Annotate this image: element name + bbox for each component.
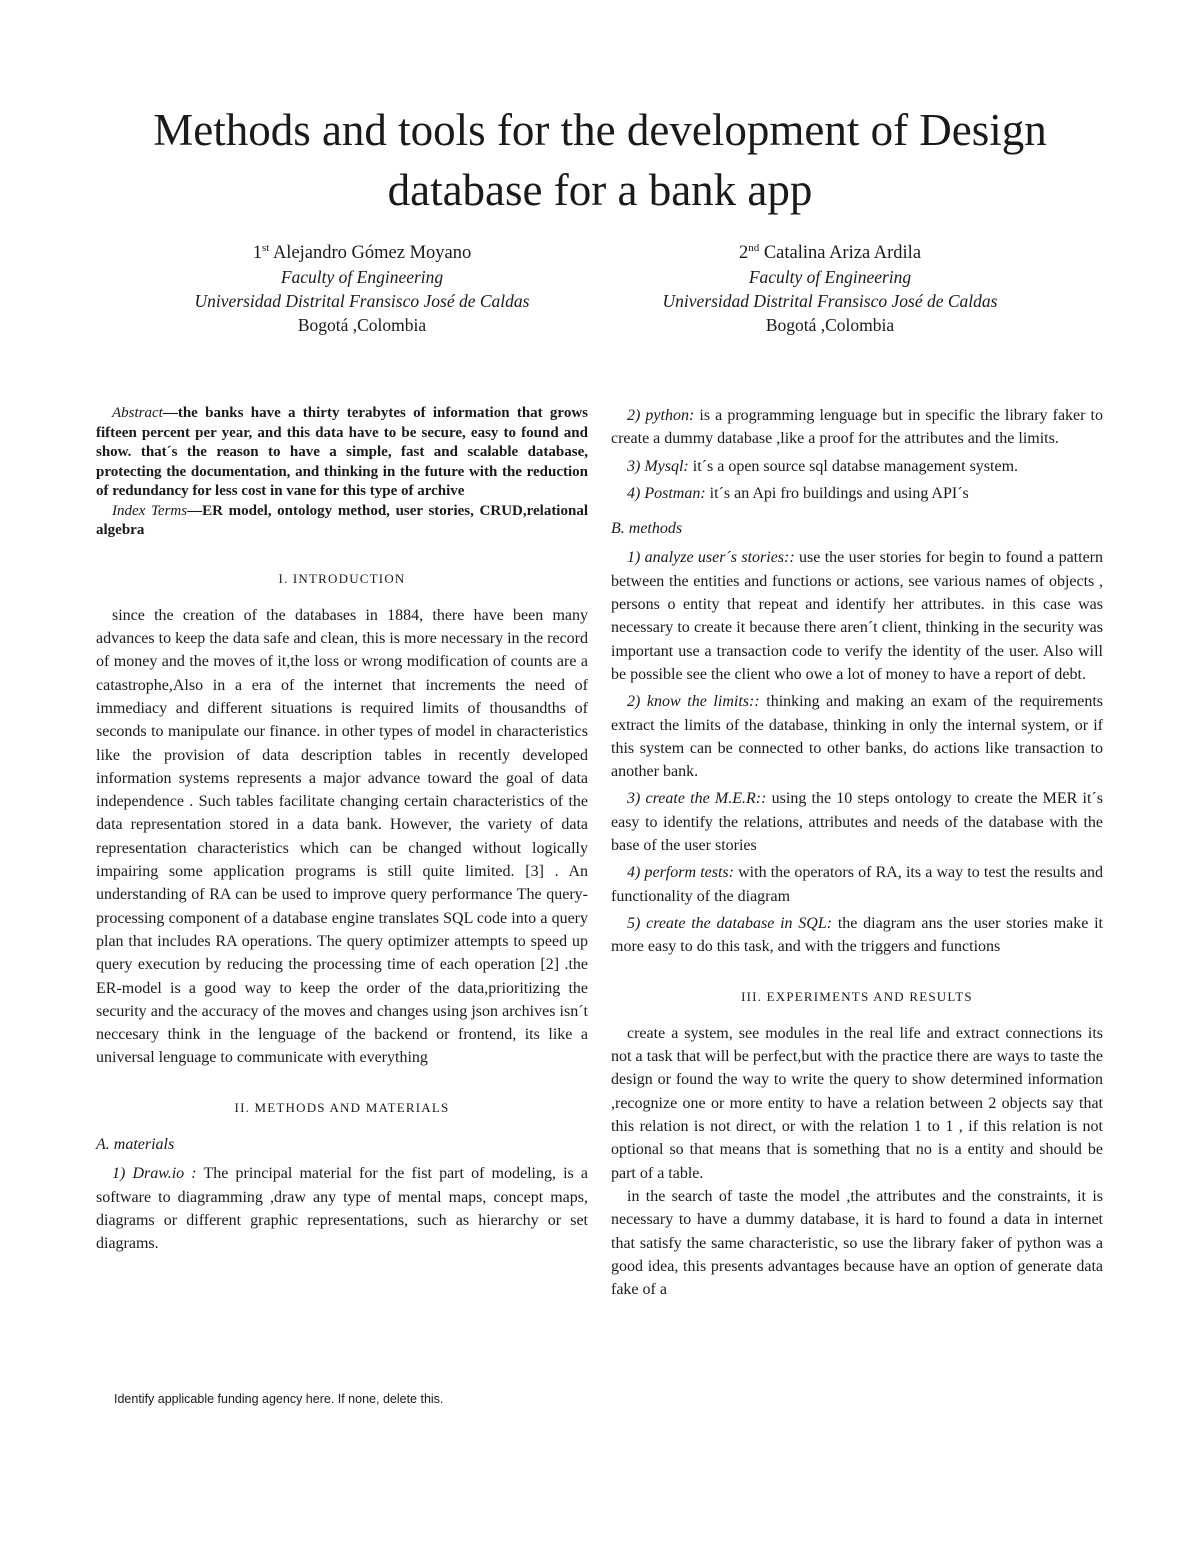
subsection-heading-methods: B. methods xyxy=(611,520,683,538)
index-terms-text: —ER model, ontology method, user stories, CRUD,relational algebra xyxy=(96,502,588,538)
section-heading-introduction: I. INTRODUCTION xyxy=(278,570,406,586)
method-item xyxy=(611,861,1103,908)
material-item-text: The principal material for the fist part of modeling, is a software to diagramming ,draw any type of mental maps, concept maps, diagrams or different graphic representations, such as hierarchy or set diagrams. xyxy=(96,1165,588,1253)
author-dept: Faculty of Engineering xyxy=(280,267,444,288)
method-item xyxy=(611,690,1103,783)
author-block-1 xyxy=(102,236,622,337)
material-item xyxy=(96,1162,588,1255)
abstract-text: —the banks have a thirty terabytes of information that grows fifteen percent per year, and this data have to be secure, easy to found and show. that´s the reason to have a simple, fast and scalable database, protecting the documentation, and thinking in the future with the reduction of redundancy for less cost in vane for this type of archive xyxy=(96,405,588,499)
material-item-label: 3) Mysql: xyxy=(627,457,689,475)
author-ordinal: 1 xyxy=(252,243,262,264)
method-item-label: 4) perform tests: xyxy=(627,864,734,882)
abstract xyxy=(96,404,588,502)
method-item xyxy=(611,546,1103,686)
subsection-heading-materials: A. materials xyxy=(96,1136,175,1154)
section-heading-methods: II. METHODS AND MATERIALS xyxy=(234,1099,450,1115)
index-terms xyxy=(96,502,588,541)
author-name-line xyxy=(102,236,622,265)
material-item-text: it´s an Api fro buildings and using API´s xyxy=(705,484,969,502)
method-item-text: thinking and making an exam of the requirements extract the limits of the database, thinking in only the internal system, or if this system can be connected to other banks, do actions like transaction to another bank. xyxy=(611,693,1103,781)
results-paragraph-2: in the search of taste the model ,the attributes and the constraints, it is necessary to have a dummy database, it is hard to found a data in internet that satisfy the same characteristic, so use the library faker of python was a good idea, this presents advantages because have an option of generate data fake of a xyxy=(611,1187,1103,1299)
author-ordinal: 2 xyxy=(738,243,749,264)
material-item-text: it´s a open source sql databse management system. xyxy=(688,457,1019,475)
footnote: Identify applicable funding agency here. If none, delete this. xyxy=(114,1392,444,1406)
paper-title xyxy=(60,100,1140,220)
author-org: Universidad Distrital Fransisco José de Caldas xyxy=(194,291,530,312)
author-ordinal-suffix: st xyxy=(261,242,270,254)
material-item xyxy=(611,482,1103,505)
material-item-label: 4) Postman: xyxy=(627,484,706,502)
method-item-text: use the user stories for begin to found a pattern between the entities and functions or actions, see various names of objects , persons o entity that repeat and identify her attributes. in this case was necessary to create it because there aren´t client, thinking in the security was important use a transaction code to verify the identity of the user. Also will be possible see the client who owe a lot of money to have a report of debt. xyxy=(611,549,1104,683)
left-column xyxy=(96,404,588,1260)
author-name: Alejandro Gómez Moyano xyxy=(272,243,472,264)
section-heading-results: III. EXPERIMENTS AND RESULTS xyxy=(741,988,973,1004)
introduction-paragraph: since the creation of the databases in 1884, there have been many advances to keep the data safe and clean, this is more necessary in the record of money and the moves of it,the loss or wrong modification of counts are a catastrophe,Also in a era of the internet that increments the need of immediacy and different situations is required limits of thousandths of seconds to manipulate our finance. in other types of model in characteristics like the provision of data description tables in recently developed information systems represents a major advance toward the goal of data independence . Such tables facilitate changing certain characteristics of the data representation stored in a data bank. However, the variety of data representation characteristics which can be changed without logically impairing some application programs is still quite limited. [3] . An understanding of RA can be used to improve query performance The query-processing component of a database engine translates SQL code into a query plan that includes RA operations. The query optimizer attempts to speed up query execution by reducing the processing time of each operation [2] .the ER-model is a good way to keep the order of the data,prioritizing the security and the accuracy of the moves and changes using json archives isn´t neccesary think in the lenguage of the backend or frontend, its like a universal lenguage to communicate with everything xyxy=(96,606,588,1067)
author-dept: Faculty of Engineering xyxy=(748,267,912,288)
right-column xyxy=(611,404,1103,1301)
author-location: Bogotá ,Colombia xyxy=(297,315,427,336)
author-location: Bogotá ,Colombia xyxy=(765,315,895,336)
author-org: Universidad Distrital Fransisco José de Caldas xyxy=(662,291,998,312)
material-item-label: 1) Draw.io : xyxy=(112,1165,197,1183)
material-item xyxy=(611,455,1103,478)
author-name: Catalina Ariza Ardila xyxy=(763,243,922,264)
abstract-label: Abstract xyxy=(112,405,163,421)
method-item-label: 3) create the M.E.R:: xyxy=(627,790,767,808)
results-paragraph-1: create a system, see modules in the real life and extract connections its not a task that will be perfect,but with the practice there are ways to taste the design or found the way to write the query to show determined information ,recognize one or more entity to have a relation between 2 objects say that this relation is not direct, or with the relation 1 to 1 , if this relation is not optional so that means that is something that no is a entity and should be part of a table. xyxy=(611,1024,1103,1182)
author-ordinal-suffix: nd xyxy=(748,242,760,254)
method-item-text: with the operators of RA, its a way to test the results and functionality of the diagram xyxy=(611,864,1103,905)
method-item-label: 5) create the database in SQL: xyxy=(627,914,833,932)
material-item-text: is a programming lenguage but in specific the library faker to create a dummy database ,like a proof for the attributes and the limits. xyxy=(611,407,1103,448)
author-name-line xyxy=(570,236,1090,265)
material-item xyxy=(611,404,1103,451)
method-item-label: 2) know the limits:: xyxy=(627,693,760,711)
index-terms-label: Index Terms xyxy=(112,502,188,519)
method-item xyxy=(611,912,1103,959)
method-item-text: using the 10 steps ontology to create the MER it´s easy to identify the relations, attributes and needs of the database with the base of the user stories xyxy=(611,790,1103,855)
method-item-text: the diagram ans the user stories make it more easy to do this task, and with the triggers and functions xyxy=(611,914,1103,956)
material-item-label: 2) python: xyxy=(627,407,695,424)
title-line-1: Methods and tools for the development of Design xyxy=(153,105,1047,155)
method-item xyxy=(611,787,1103,857)
title-line-2: database for a bank app xyxy=(387,165,813,215)
method-item-label: 1) analyze user´s stories:: xyxy=(627,549,795,567)
author-block-2 xyxy=(570,236,1090,337)
